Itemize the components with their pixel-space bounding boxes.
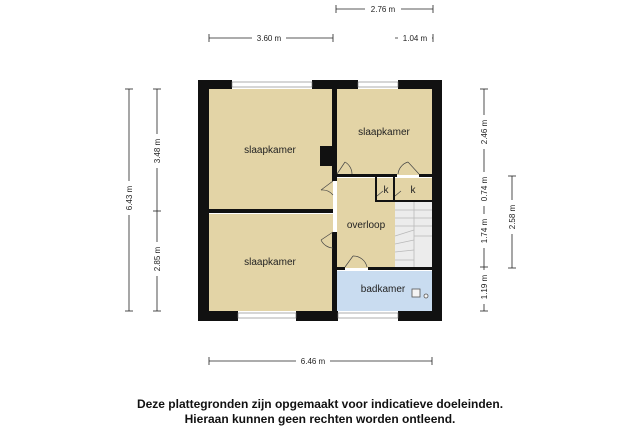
dim-right-upper-height: 2.46 m <box>480 119 489 145</box>
shower-drain <box>424 294 428 298</box>
dim-right-closet-height: 0.74 m <box>480 176 489 202</box>
room-label-slaapkamer-bottom-left: slaapkamer <box>244 257 296 268</box>
room-label-overloop: overloop <box>346 220 386 231</box>
dim-bottom-total-width: 6.46 m <box>300 357 326 366</box>
room-label-kast-2: k <box>410 185 416 196</box>
dim-left-upper-height: 3.48 m <box>153 138 162 164</box>
dim-top-width-right: 2.76 m <box>370 5 396 14</box>
room-label-slaapkamer-top-left: slaapkamer <box>244 145 296 156</box>
disclaimer-line-1: Deze plattegronden zijn opgemaakt voor indicatieve doeleinden. <box>136 397 504 411</box>
dim-right-far-height: 2.58 m <box>508 204 517 230</box>
dim-top-width-left: 3.60 m <box>256 34 282 43</box>
dim-left-total-height: 6.43 m <box>125 185 134 211</box>
washbasin <box>412 289 420 297</box>
dim-right-lower-height: 1.19 m <box>480 274 489 300</box>
room-label-badkamer: badkamer <box>360 284 406 295</box>
room-label-slaapkamer-top-right: slaapkamer <box>358 127 410 138</box>
staircase <box>395 202 432 268</box>
dim-top-width-small: 1.04 m <box>402 34 428 43</box>
dim-left-lower-height: 2.85 m <box>153 246 162 272</box>
disclaimer-line-2: Hieraan kunnen geen rechten worden ontleend. <box>184 412 456 426</box>
dim-right-mid-height: 1.74 m <box>480 218 489 244</box>
room-label-kast-1: k <box>383 185 389 196</box>
